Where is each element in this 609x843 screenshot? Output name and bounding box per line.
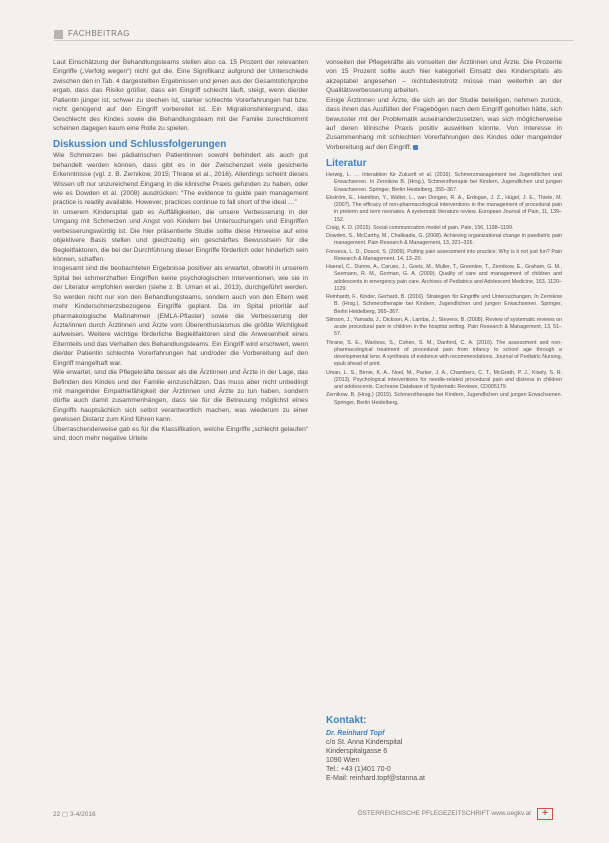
contact-org: c/o St. Anna Kinderspital — [326, 739, 403, 746]
cross-logo-icon: + — [537, 808, 553, 820]
discussion-paragraph-5: Überraschenderweise gab es für die Klassifikation, welche Eingriffe „schlecht gelaufen“ sind, doch mehr negative Urteile — [53, 425, 308, 443]
page-footer — [53, 808, 553, 820]
references-heading: Literatur — [326, 158, 367, 170]
header-tab-mark — [54, 30, 63, 39]
discussion-paragraph-1: Wie Schmerzen bei pädiatrischen Patientinnen sowohl behindert als auch gut behandelt werden können, dass gibt es in der Zwischenzeit viele gesicherte Erkenntnisse (vgl. z. B. Zernikow, 2015; Thrane et al., 2016). Allerdings scheint dieses Wissen oft nur unzureichend Eingang in die klinische Praxis gefunden zu haben, oder wie es Dowden et al. (2008) ausdrücken: “The evidence to guide pain management practice is readily available. However, practices continue to fall short of the ideal …” — [53, 152, 308, 207]
discussion-heading: Diskussion und Schlussfolgerungen — [53, 139, 227, 151]
contact-box — [326, 715, 562, 783]
discussion-paragraph-3: Insgesamt sind die beobachteten Ergebnisse positiver als erwartet, obwohl in unserem Spital bei schmerzhaften Eingriffen keine psychologischen Interventionen, wie sie in der Literatur empfohlen werden (siehe z. B. Uman et al., 2013), durchgeführt werden. So werden nicht nur von den Behandlungsteams, sondern auch von den Eltern weit mehr Kinderschmerzsbezogene Eingriffe geplant. Da im Spital prioritär auf pharmakologische Maßnahmen (EMLA-Pflaster) sowie die Verbesserung der Ärzte/innen durch Ärztinnen und Ärzte vom Überenthusiasmus die größte Wichtigkeit aufweisen. Weitere wichtige förderliche Begleitfaktoren sind die Anwesenheit eines Elternteils und das Verhalten des Behandlungsteams. Ein Eingriff wird erschwert, wenn die/der Patientin schlechte Vorerfahrungen hat und/oder die Vorbereitung auf den Eingriff mangelhaft war. — [53, 265, 308, 367]
reference-item: Stinson, J., Yamada, J., Dickson, A., Lamba, J., Stevens, B. (2008). Review of systematic reviews on acute procedural pain in children in the hospital setting. Pain Research & Management, 13, 51–57. — [326, 316, 562, 338]
contact-street: Kinderspitalgasse 6 — [326, 748, 388, 755]
header-rule — [54, 40, 574, 41]
reference-item: Uman, L. S., Birnie, K. A., Noel, M., Parker, J. A., Chambers, C. T., McGrath, P. J., Kisely, S. R. (2013). Psychological interventions for needle-related procedural pain and distress in children and adolescents. Cochrane Database of Systematic Reviews, CD005179. — [326, 369, 562, 391]
reference-item: Craig, K. D. (2015). Social communication model of pain. Pain, 156, 1198–1199. — [326, 224, 514, 231]
contact-name: Dr. Reinhard Topf — [326, 730, 385, 737]
reference-item: Zernikow, B. (Hrsg.) (2015). Schmerztherapie bei Kindern, Jugendlichen und jungen Erwachsenen. Springer, Berlin Heidelberg. — [326, 392, 562, 406]
reference-item: Fonseca, L. D., Doucé, S. (2009). Putting pain assessment into practice: Why is it not just fun? Pain Research & Management, 14, 13–20. — [326, 248, 562, 262]
page-number: 22 ▢ 3-4/2016 — [53, 811, 96, 818]
right-column — [326, 58, 562, 408]
reference-item: Ekström, E., Hamilton, Y., Walter, L., van Dongen, R. A., Erdogan, J. Z., Hügel, J. E., Thiele, M. (2007). The efficacy of non-pharmacological interventions in the management of procedural pain in preterm and term neonates. A systematic literature review. European Journal of Pain, 11, 139–152. — [326, 194, 562, 223]
continuation-paragraph-2 — [326, 96, 562, 153]
reference-item: Reinhardt, F., Kinder, Gerhard, B. (2016). Strategien für Eingriffe und Untersuchungen. In Zernikow B. (Hrsg.), Schmerztherapie bei Kindern, Jugendlichen und jungen Erwachsenen. Springer, Berlin Heidelberg, 365–367. — [326, 294, 562, 315]
contact-city: 1090 Wien — [326, 757, 360, 764]
reference-item: Haenel, C., Dunne, A., Caruso, J., Goetz, M., Muller, T., Greenlee, T., Zernikow, E., Graham, G. M., Seemann, R. M., Gorman, G. A. (2009). Quality of care and management of children and adolescents in emergency pain care. Archives of Pediatrics and Adolescent Medicine, 163, 1120–1129. — [326, 264, 562, 292]
running-header — [54, 30, 574, 40]
reference-item: Dowden, S., McCarthy, M., Chalkiadis, G. (2008). Achieving organizational change in paediatric pain management. Pain Research & Management, 13, 321–326. — [326, 233, 562, 247]
reference-item: Thrane, S. E., Wanless, S., Cohen, S. M., Danford, C. A. (2016). The assessment and non-pharmacological treatment of procedural pain from infancy to school age through a developmental lens: A synthesis of evidence with recommendations. Journal of Pediatric Nursing, epub ahead of print. — [326, 339, 562, 368]
reference-list — [326, 172, 562, 407]
discussion-paragraph-2: In unserem Kinderspital gab es Auffälligkeiten, die unsere Verbesserung in der Umgang mit Schmerzen und Angst von Kindern bei Untersuchungen und Eingriffen verbesserungswürdig ist. Die hier präsentierte Studie sollte diese Hinweise auf eine objektivere Basis stellen und gleichzeitig ein geschärftes Bewusstsein für die Begleitfaktoren, die bei der Durchführung dieser Eingriffe förderlich oder hinderlich sein können, schaffen. — [53, 208, 308, 264]
left-column — [53, 58, 308, 443]
continuation-paragraph-1: vonseiten der Pflegekräfte als vonseiten der Ärztinnen und Ärzte. Die Prozente von 15 Prozent sollte auch hier kategoriell Einsatz des Kinderspitals als akzeptabel angesehen – nichtsdestotrotz müsse man weiterhin an der Qualitätsverbesserung arbeiten. — [326, 59, 562, 95]
contact-phone: Tel.: +43 (1)401 70-0 — [326, 766, 391, 773]
continuation-text: Einige Ärztinnen und Ärzte, die sich an der Studie beteiligen, nehmen zurück, dass ihnen das Ausfüllen der Fragebögen nach dem Eingriff geholfen hätte, sich bewusster mit der Problematik auseinanderzusetzen, was sich möglicherweise auf deren klinische Praxis positiv auswirken könnte. Von Interesse in Zusammenhang mit schlechten Vorerfahrungen des Kindes oder mangelnder Vorbereitung auf den Eingriff. — [326, 96, 562, 151]
journal-name: ÖSTERREICHISCHE PFLEGEZEITSCHRIFT www.oegkv.at — [357, 810, 531, 817]
section-label: FACHBEITRAG — [68, 29, 130, 38]
reference-item: Herwig, L. … Interaktion für Zukunft et al. (2016). Schmerzmanagement bei Jugendlichen und Erwachsenen. In Zernikow B. (Hrsg.), Schmerztherapie bei Kindern, Jugendlichen und jungen Erwachsenen. Springer, Berlin Heidelberg, 355–367. — [326, 172, 562, 193]
intro-paragraph: Laut Einschätzung der Behandlungsteams stellen also ca. 15 Prozent der relevanten Eingriffe („Verfolg wegen“) nicht gut die. Eine Signifikanz aufgrund der Unterschiede zwischen den in Tab. 4 dargestellten Ergebnissen und jenen aus der Gesamtstichprobe ergab, dass das Risiko größer, dass ein Eingriff schlecht läuft, steigt, wenn die/der Patientin jünger ist, schwer zu stechen ist, starker schlechte Vorerfahrungen hat bzw. nicht genügend auf den Eingriff vorbereitet ist. Ein Migrationshintergrund, das Geschlecht des Kindes sowie die Behandlungsteam mit der Familie zurechtkommt scheinen dagegen kaum eine Rolle zu spielen. — [53, 59, 308, 132]
contact-email[interactable]: E-Mail: reinhard.topf@stanna.at — [326, 775, 425, 782]
discussion-paragraph-4: Wie erwartet, sind die Pflegekräfte besser als die Ärztinnen und Ärzte in der Lage, das Befinden des Kindes und der Familie einzuschätzen. Das muss aber nicht unbedingt mit mangelnder Empathiefähigkeit der Ärztinnen und Ärzte zu tun haben, sondern dürfte auch damit zusammenhängen, dass sie für die Betreuung möglichst eines Eingriffs hauptsächlich sich selbst verantwortlich machen, was wiederum zu einer gewissen Distanz zum Kind führen kann. — [53, 369, 308, 424]
contact-heading: Kontakt: — [326, 715, 367, 726]
end-mark-icon — [413, 145, 418, 150]
